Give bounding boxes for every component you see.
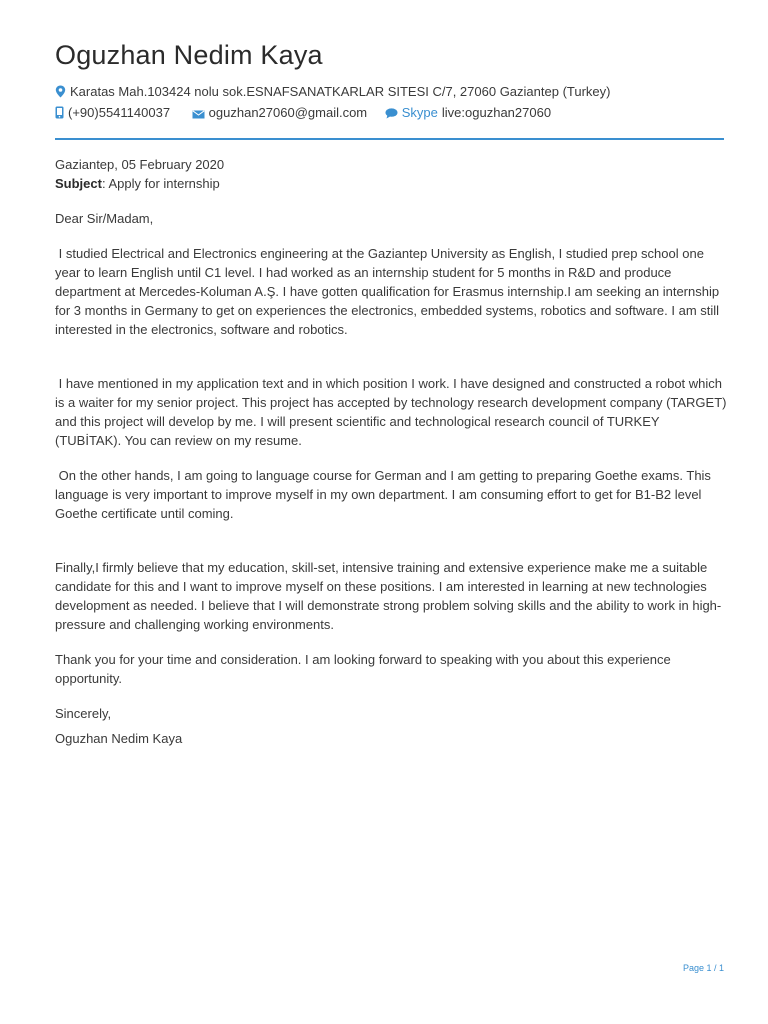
phone-item: [55, 105, 170, 120]
address-item: [55, 84, 610, 99]
location-pin-icon: [55, 85, 66, 98]
speech-bubble-icon: [385, 108, 398, 119]
address-text: Karatas Mah.103424 nolu sok.ESNAFSANATKARLAR SITESI C/7, 27060 Gaziantep (Turkey): [70, 84, 611, 100]
contact-line-details: [55, 104, 565, 120]
mobile-phone-icon: [55, 106, 64, 119]
paragraph-5: Thank you for your time and consideration. I am looking forward to speaking with you about this experience opportunity.: [55, 652, 671, 686]
signature: Oguzhan Nedim Kaya: [55, 731, 183, 746]
page-number: Page 1 / 1: [682, 963, 724, 973]
subject-label: Subject: [55, 176, 102, 191]
contact-line-address: [55, 83, 624, 99]
salutation: Dear Sir/Madam,: [55, 211, 154, 226]
skype-item[interactable]: [385, 105, 551, 120]
applicant-name: Oguzhan Nedim Kaya: [55, 40, 323, 70]
paragraph-2: I have mentioned in my application text and in which position I work. I have designed and constructed a robot which is a waiter for my senior project. This project has accepted by technology research development company (TARGET) and this project will develop by me. I will present scientific and technological research council of TURKEY (TUBİTAK). You can review on my resume.: [55, 376, 731, 448]
letter-body: [55, 155, 731, 748]
skype-label: Skype: [401, 105, 438, 121]
phone-text: (+90)5541140037: [68, 105, 171, 121]
paragraph-1: I studied Electrical and Electronics engineering at the Gaziantep University as English, I studied prep school one year to learn English until C1 level. I had worked as an internship student for 5 months in R&D and produce department at Mercedes-Koluman A.Ş. I have gotten qualification for Erasmus internship.I am seeking an internship for 3 months in Germany to get on experiences the electronics, embedded systems, robotics and software. I am still interested in the electronics, software and robotics.: [55, 246, 723, 337]
place-date: Gaziantep, 05 February 2020: [55, 157, 225, 172]
email-text: oguzhan27060@gmail.com: [208, 105, 368, 121]
skype-id: live:oguzhan27060: [441, 105, 552, 121]
email-item[interactable]: [192, 105, 367, 120]
header-divider: [55, 138, 724, 140]
closing: Sincerely,: [55, 706, 112, 721]
subject-text: : Apply for internship: [101, 176, 220, 191]
paragraph-4: Finally,I firmly believe that my education, skill-set, intensive training and extensive experience make me a suitable candidate for this and I want to improve myself on these positions. I am interested in learning at new technologies development as needed. I believe that I will demonstrate strong problem solving skills and the ability to work in high-pressure and challenging working environments.: [55, 560, 722, 632]
paragraph-3: On the other hands, I am going to language course for German and I am getting to preparing Goethe exams. This language is very important to improve myself in my own department. I am consuming effort to get for B1-B2 level Goethe certificate until coming.: [55, 468, 715, 521]
subject-line: [55, 174, 727, 193]
envelope-icon: [192, 110, 205, 119]
